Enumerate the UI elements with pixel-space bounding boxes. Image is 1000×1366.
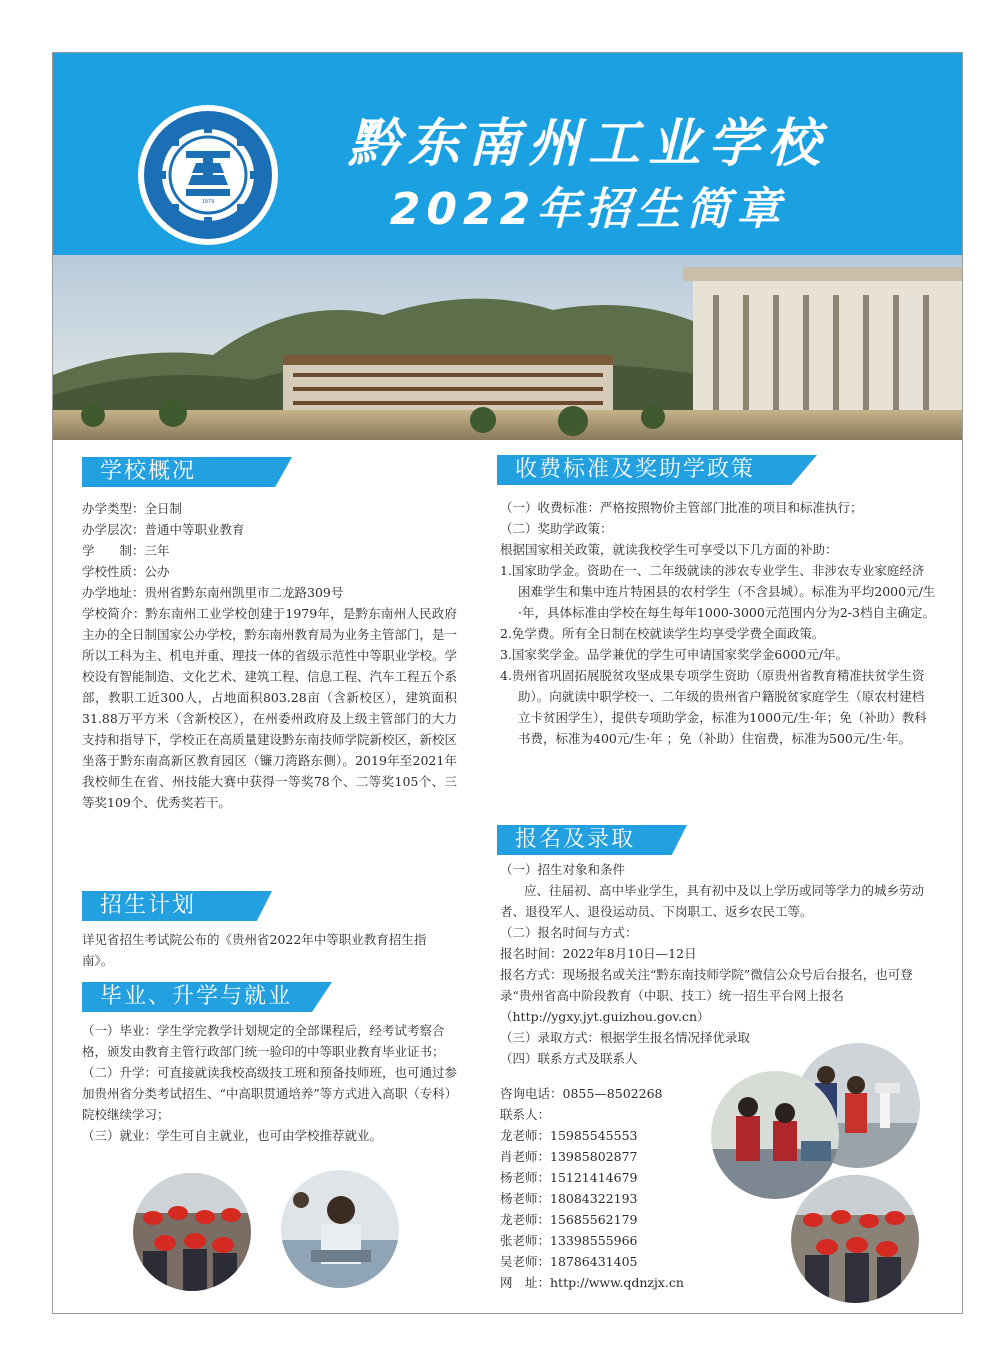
fees-item: 1.国家助学金。资助在一、二年级就读的涉农专业学生、非涉农专业家庭经济困难学生和集中连片特困县的农村学生（不含县城）。标准为平均2000元/生·年，具体标准由学校在每生每年1000-3000元范围内分为2-3档自主确定。: [500, 563, 936, 620]
admission-method: （三）录取方式：根据学生报名情况择优录取: [500, 1030, 751, 1045]
target-text: 应、往届初、高中毕业学生，具有初中及以上学历或同等学力的城乡劳动者、退役军人、退役运动员、下岗职工、返乡农民工等。: [500, 883, 925, 919]
fees-item: 2.免学费。所有全日制在校就读学生均享受学费全面政策。: [500, 626, 825, 641]
fees-line: （二）奖助学政策：: [500, 521, 613, 536]
registration-time: 报名时间：2022年8月10日—12日: [500, 946, 697, 961]
consult-phone: 咨询电话：0855—8502268: [500, 1086, 663, 1101]
graduation-heading: [82, 982, 332, 1012]
overview-item: 学 制：三年: [82, 543, 170, 558]
contact-item: 杨老师：15121414679: [500, 1170, 638, 1185]
registration-heading: [497, 825, 687, 855]
students-helmets-photo-right: [791, 1175, 919, 1303]
graduation-item: （二）升学：可直接就读我校高级技工班和预备技师班，也可通过参加贵州省分类考试招生、“中高职贯通培养”等方式进入高职（专科）院校继续学习；: [82, 1065, 458, 1122]
contact-item: 龙老师：15685562179: [500, 1212, 638, 1227]
website-link[interactable]: 网 址：http://www.qdnzjx.cn: [500, 1275, 684, 1290]
fees-line: 根据国家相关政策，就读我校学生可享受以下几方面的补助：: [500, 542, 838, 557]
overview-text: [82, 498, 457, 813]
contact-item: 吴老师：18786431405: [500, 1254, 638, 1269]
graduation-text: [82, 1020, 457, 1146]
registration-method: 报名方式：现场报名或关注“黔东南技师学院”微信公众号后台报名，也可登录“贵州省高中阶段教育（中职、技工）统一招生平台网上报名（http://ygxy.jyt.guizhou.gov.cn）: [500, 967, 913, 1024]
registration-text: [500, 859, 936, 1069]
graduation-item: （三）就业：学生可自主就业，也可由学校推荐就业。: [82, 1128, 383, 1143]
overview-item: 办学地址：贵州省黔东南州凯里市二龙路309号: [82, 585, 344, 600]
fees-heading-text: 收费标准及奖助学政策: [515, 457, 756, 482]
contact-item: 杨老师：18084322193: [500, 1191, 638, 1206]
overview-item: 学校性质：公办: [82, 564, 170, 579]
overview-heading: [82, 457, 292, 487]
contacts-block: [500, 1083, 710, 1293]
brochure-subtitle: 2022年招生简章: [389, 184, 787, 235]
fees-item: 3.国家奖学金。品学兼优的学生可申请国家奖学金6000元/年。: [500, 647, 848, 662]
registration-heading-text: 报名及录取: [515, 827, 636, 852]
school-name-title: 黔东南州工业学校: [347, 114, 828, 174]
svg-text:1979: 1979: [201, 199, 215, 205]
graduation-item: （一）毕业：学生学完教学计划规定的全部课程后，经考试考察合格，颁发由教育主管行政部门统一验印的中等职业教育毕业证书；: [82, 1023, 445, 1059]
contact-title: （四）联系方式及联系人: [500, 1051, 638, 1066]
campus-photo: [53, 255, 962, 440]
fees-text: [500, 497, 936, 749]
target-title: （一）招生对象和条件: [500, 862, 626, 877]
overview-heading-text: 学校概况: [100, 459, 197, 484]
overview-item: 办学层次：普通中等职业教育: [82, 522, 245, 537]
fees-line: （一）收费标准：严格按照物价主管部门批准的项目和标准执行；: [500, 500, 863, 515]
enrollment-plan-heading-text: 招生计划: [100, 893, 197, 918]
fees-heading: [497, 455, 817, 485]
enrollment-plan-heading: [82, 891, 272, 921]
contacts-label: 联系人：: [500, 1107, 551, 1122]
time-title: （二）报名时间与方式：: [500, 925, 638, 940]
enrollment-plan-body: 详见省招生考试院公布的《贵州省2022年中等职业教育招生指南》。: [82, 932, 427, 968]
graduation-heading-text: 毕业、升学与就业: [100, 984, 293, 1009]
school-intro: 学校简介：黔东南州工业学校创建于1979年，是黔东南州人民政府主办的全日制国家公办学校，黔东南州教育局为业务主管部门，是一所以工科为主、机电并重、理技一体的省级示范性中等职业学校。学校设有智能制造、文化艺术、建筑工程、信息工程、汽车工程五个系部，教职工近300人，占地面积803.28亩（含新校区），建筑面积31.88万平方米（含新校区），在州委州政府及上级主管部门的大力支持和指导下，学校正在高质量建设黔东南技师学院新校区，新校区坐落于黔东南高新区教育园区（镰刀湾路东侧）。2019年至2021年我校师生在省、州技能大赛中获得一等奖78个、二等奖105个、三等奖109个、优秀奖若干。: [82, 606, 458, 810]
school-logo: [136, 103, 281, 248]
brochure-page: [52, 52, 963, 1314]
contact-item: 张老师：13398555966: [500, 1233, 638, 1248]
contact-item: 龙老师：15985545553: [500, 1128, 638, 1143]
lab-training-photo: [711, 1071, 839, 1199]
contact-item: 肖老师：13985802877: [500, 1149, 638, 1164]
student-workshop-photo: [281, 1170, 399, 1288]
overview-item: 办学类型：全日制: [82, 501, 183, 516]
fees-item: 4.贵州省巩固拓展脱贫攻坚成果专项学生资助（原贵州省教育精准扶贫学生资助）。向就读中职学校一、二年级的贵州省户籍脱贫家庭学生（原农村建档立卡贫困学生），提供专项助学金，标准为1000元/生·年；免（补助）教科书费，标准为400元/生·年 ；免（补助）住宿费，标准为500元/生·年。: [500, 668, 927, 746]
header-banner: [53, 53, 962, 255]
enrollment-plan-text: [82, 929, 457, 971]
students-helmets-photo: [133, 1173, 251, 1291]
